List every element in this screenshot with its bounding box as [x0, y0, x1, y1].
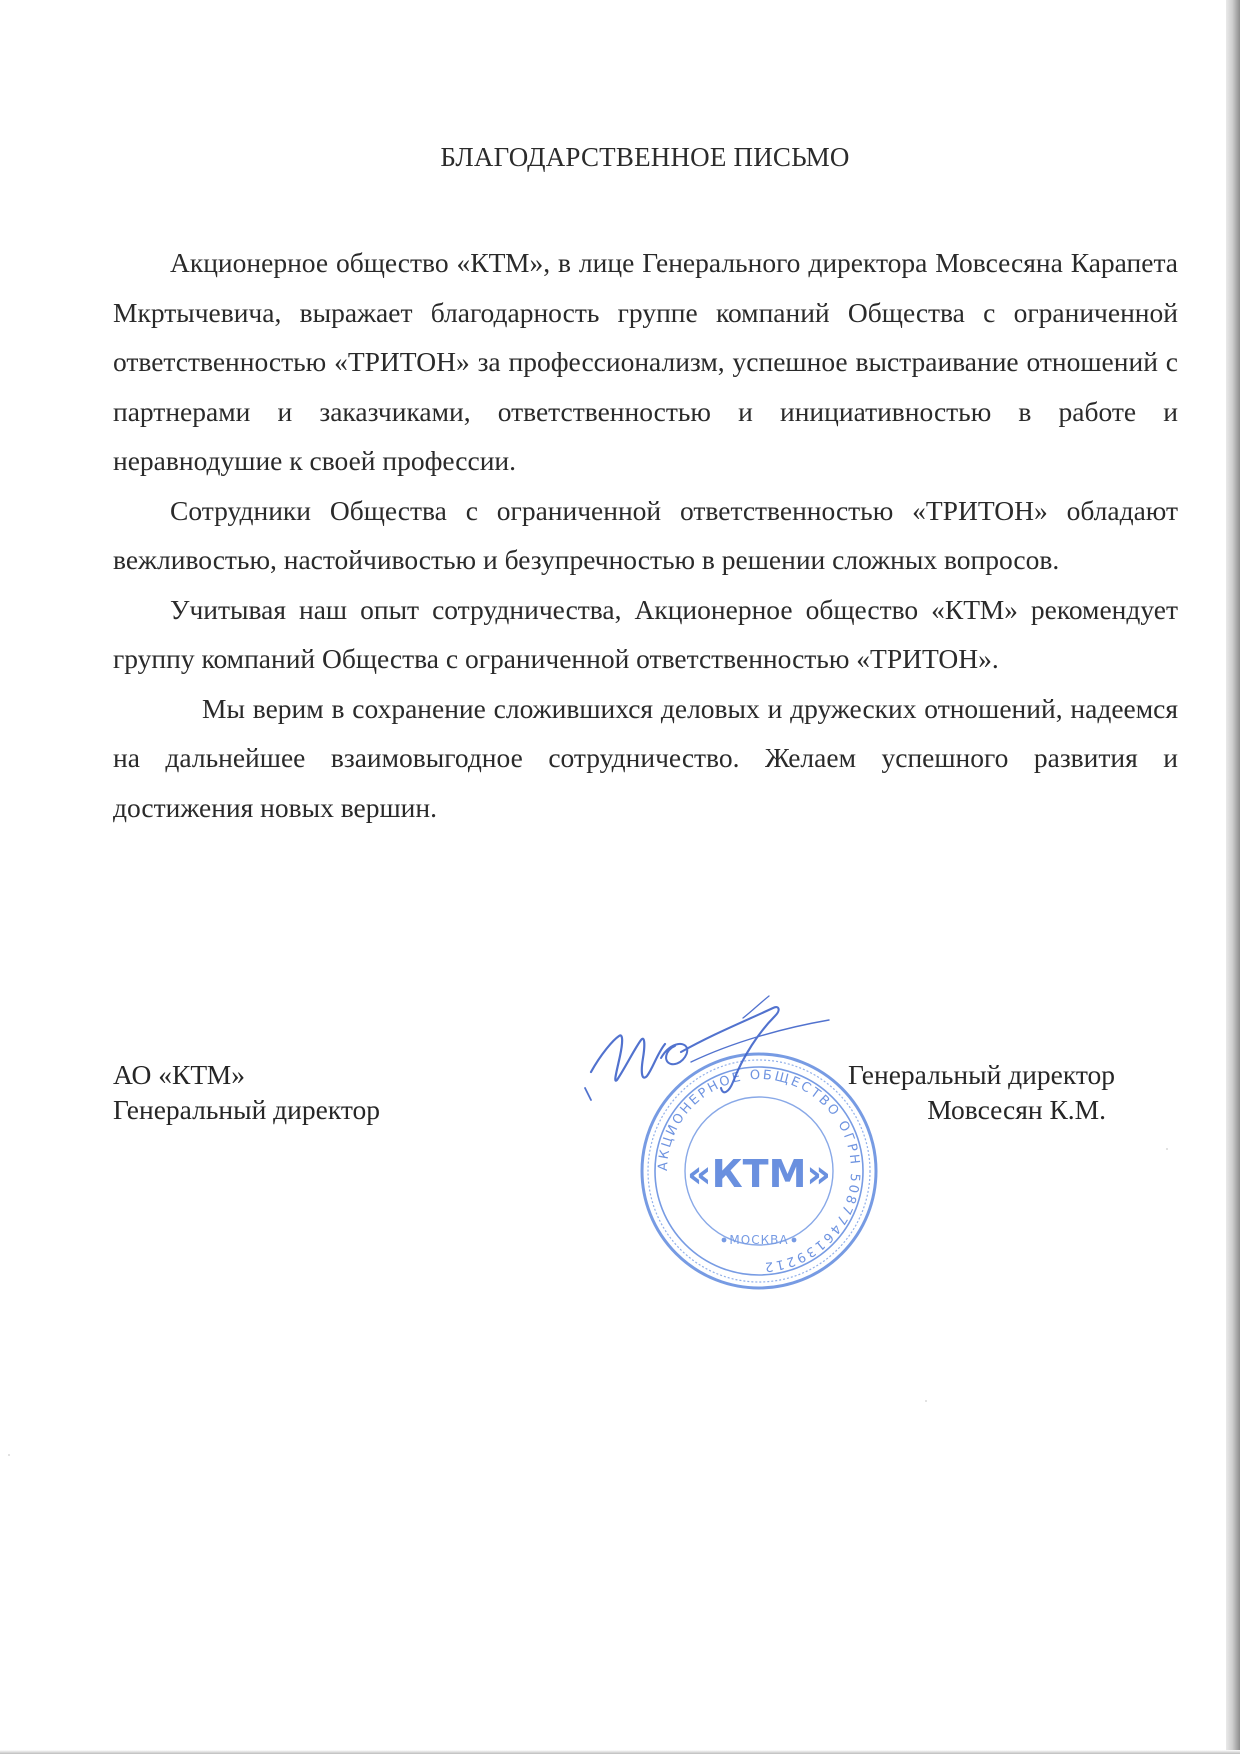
- paragraph-wishes: Мы верим в сохранение сложившихся деловых и дружеских отношений, надеемся на дальнейшее взаимовыгодное сотрудничество. Желаем успешного развития и достижения новых вершин.: [113, 692, 1178, 823]
- scan-speck: [925, 1400, 927, 1402]
- signatory-position-right: Генеральный директор: [848, 1059, 1115, 1090]
- scan-speck: [1166, 1148, 1168, 1150]
- seal-ring-text: АКЦИОНЕРНОЕ ОБЩЕСТВО ОГРН 5087746139212: [655, 1067, 863, 1275]
- paragraph-gratitude: Акционерное общество «КТМ», в лице Генерального директора Мовсесяна Карапета Мкртычевича, выражает благодарность группе компаний Общества с ограниченной ответственностью «ТРИТОН» за профессионализм, успешное выстраивание отношений с партнерами и заказчиками, ответственностью и инициативностью в работе и неравнодушие к своей профессии.: [113, 247, 1178, 476]
- signatory-name: Мовсесян К.М.: [927, 1094, 1106, 1125]
- scan-right-edge: [1226, 0, 1240, 1754]
- paragraph-employees: Сотрудники Общества с ограниченной ответственностью «ТРИТОН» обладают вежливостью, настойчивостью и безупречностью в решении сложных вопросов.: [113, 494, 1178, 575]
- signatory-position-left: Генеральный директор: [113, 1094, 380, 1125]
- signatory-organization: АО «КТМ»: [113, 1059, 245, 1090]
- scan-speck: [8, 1454, 10, 1456]
- letter-title: БЛАГОДАРСТВЕННОЕ ПИСЬМО: [440, 142, 850, 172]
- handwritten-signature: [583, 992, 863, 1132]
- signature-left-block: [113, 1057, 380, 1127]
- seal-center-text: «КТМ»: [687, 1152, 831, 1196]
- scan-bottom-edge: [0, 1750, 1240, 1754]
- seal-city-text: МОСКВА: [729, 1233, 789, 1247]
- paragraph-recommendation: Учитывая наш опыт сотрудничества, Акционерное общество «КТМ» рекомендует группу компаний Общества с ограниченной ответственностью «ТРИТОН».: [113, 593, 1178, 674]
- letter-body: [113, 238, 1178, 832]
